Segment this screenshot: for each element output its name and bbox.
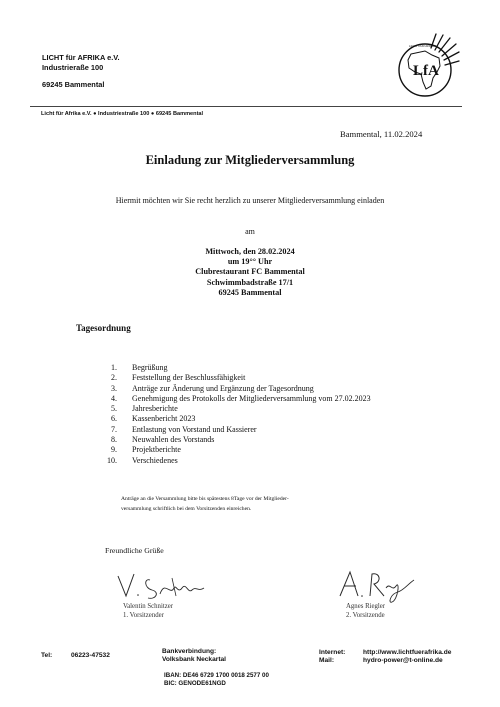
- header-divider: [30, 106, 462, 107]
- sender-address: [42, 53, 120, 90]
- agenda-text: Neuwahlen des Vorstands: [132, 435, 215, 445]
- phone-value: 06223-47532: [71, 652, 110, 659]
- event-time: um 19°° Uhr: [227, 257, 273, 267]
- list-item: [92, 384, 371, 394]
- footer-phone: [41, 652, 110, 660]
- signer-2-role: 2. Vorsitzende: [346, 611, 385, 619]
- agenda-number: 9.: [111, 445, 117, 455]
- bic: BIC: GENODE61NGD: [164, 680, 226, 687]
- signature-2: [334, 566, 424, 606]
- bank-label: Bankverbindung:: [162, 648, 217, 655]
- agenda-text: Entlastung von Vorstand und Kassierer: [132, 424, 257, 434]
- list-item: [92, 373, 371, 383]
- agenda-text: Begrüßung: [132, 363, 168, 372]
- signer-2-name: Agnes Riegler: [346, 603, 386, 610]
- note-line-1: Anträge an die Versammlung bitte bis spätestens 8Tage vor der Mitglieder-: [121, 496, 289, 502]
- list-item: [92, 456, 371, 466]
- signature-1: [110, 566, 210, 606]
- agenda-text: Verschiedenes: [132, 455, 178, 465]
- signer-2: [346, 603, 385, 620]
- list-item: [92, 394, 371, 404]
- list-item: [92, 425, 371, 435]
- agenda-list: [92, 363, 371, 466]
- mail-link[interactable]: hydro-power@t-online.de: [363, 657, 443, 665]
- handwritten-signature-1: [110, 566, 210, 606]
- closing-greeting: Freundliche Grüße: [105, 546, 164, 555]
- list-item: [92, 445, 371, 455]
- sender-street: Industrieraße 100: [42, 63, 104, 72]
- signer-1: [123, 603, 173, 620]
- agenda-number: 4.: [111, 393, 117, 403]
- return-address-line: Licht für Afrika e.V. ● Industriestraße 100 ● 69245 Bammental: [41, 111, 204, 117]
- internet-link[interactable]: http://www.lichtfuerafrika.de: [363, 649, 452, 656]
- footer-bank: [162, 648, 226, 665]
- agenda-number: 6.: [111, 414, 117, 424]
- event-street: Schwimmbadstraße 17/1: [206, 277, 294, 287]
- agenda-text: Projektberichte: [132, 445, 181, 455]
- letter-title: Einladung zur Mitgliederversammlung: [145, 153, 355, 167]
- event-date: Mittwoch, den 28.02.2024: [205, 247, 295, 256]
- sender-name: LICHT für AFRIKA e.V.: [42, 53, 120, 62]
- logo-letters: LfA: [413, 63, 439, 79]
- agenda-number: 1.: [111, 363, 117, 372]
- list-item: [92, 404, 371, 414]
- am-text: am: [245, 227, 255, 236]
- agenda-number: 8.: [111, 435, 117, 445]
- logo-small-text: LICHT FÜR AFRIKA: [409, 44, 437, 48]
- lfa-logo: [395, 32, 461, 100]
- agenda-text: Jahresberichte: [132, 404, 178, 414]
- list-item: [92, 435, 371, 445]
- agenda-text: Anträge zur Änderung und Ergänzung der Tagesordnung: [132, 383, 314, 393]
- handwritten-signature-2: [334, 566, 424, 606]
- signer-1-name: Valentin Schnitzer: [123, 603, 174, 610]
- agenda-number: 7.: [111, 424, 117, 434]
- event-city: 69245 Bammental: [218, 287, 282, 297]
- signer-1-role: 1. Vorsitzender: [123, 611, 164, 619]
- sender-zip-city: 69245 Bammental: [42, 80, 105, 89]
- submission-note: [121, 495, 411, 514]
- agenda-number: 3.: [111, 383, 117, 393]
- agenda-number: 10.: [107, 455, 117, 465]
- internet-label: Internet:: [319, 649, 346, 656]
- list-item: [92, 363, 371, 373]
- list-item: [92, 414, 371, 424]
- logo-graphic: [395, 32, 461, 100]
- agenda-heading: Tagesordnung: [76, 323, 131, 333]
- agenda-number: 5.: [111, 404, 117, 414]
- event-details: [0, 247, 500, 298]
- note-line-2: versammlung schriftlich bei dem Vorsitzenden einreichen.: [121, 505, 252, 512]
- footer-contact: [319, 649, 451, 666]
- mail-label: Mail:: [319, 657, 335, 665]
- agenda-text: Feststellung der Beschlussfähigkeit: [132, 373, 246, 383]
- footer-bank-codes: [164, 672, 269, 688]
- iban: IBAN: DE46 6729 1700 0018 2577 00: [164, 672, 269, 679]
- event-venue: Clubrestaurant FC Bammental: [195, 267, 305, 277]
- agenda-text: Genehmigung des Protokolls der Mitgliederversammlung vom 27.02.2023: [132, 393, 371, 403]
- phone-label: Tel:: [41, 652, 53, 659]
- letter-date: Bammental, 11.02.2024: [340, 129, 423, 139]
- agenda-number: 2.: [111, 373, 117, 383]
- bank-name: Volksbank Neckartal: [162, 656, 227, 664]
- agenda-text: Kassenbericht 2023: [132, 414, 196, 424]
- intro-text: Hiermit möchten wir Sie recht herzlich zu unserer Mitgliederversammlung einladen: [115, 196, 385, 205]
